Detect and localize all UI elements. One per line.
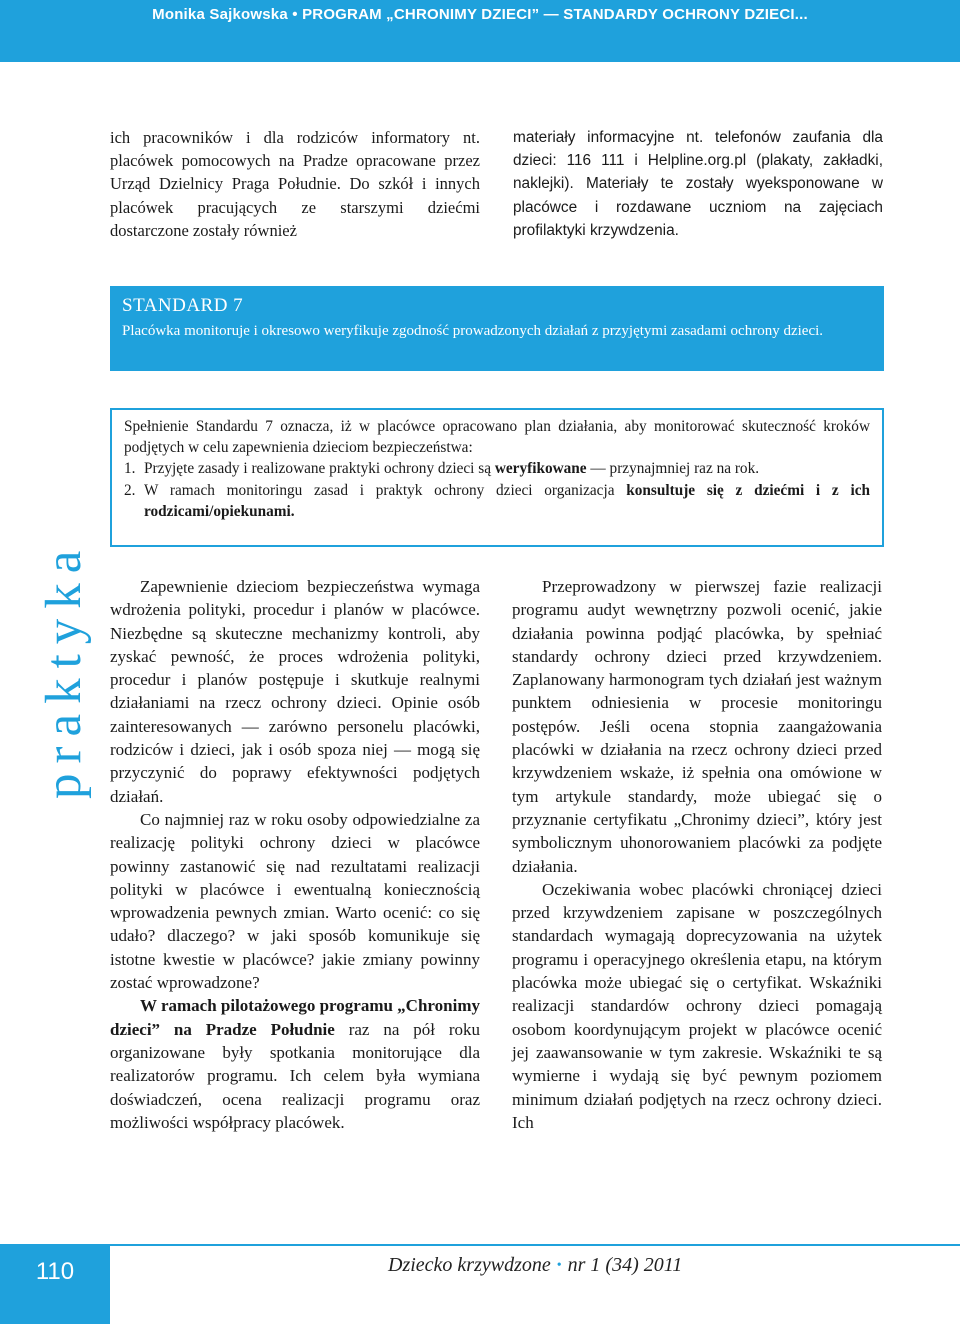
page-number-box <box>0 1244 110 1324</box>
page-number: 110 <box>35 1258 75 1285</box>
body-paragraph: Oczekiwania wobec placówki chroniącej dzieci przed krzywdzeniem zapisane w poszczególnych standardach wymagają doprecyzowania na użytek programu i operacyjnego określenia etapu, na którym placówka może ubiegać się o certyfikat. Wskaźniki realizacji standardów ochrony dzieci pomagają osobom koordynującym projekt w placówce ocenić jej zaawansowanie w tym zakresie. Wskaźniki te są wymierne i wydają się być pewnym poziomem minimum działań podjętych na rzecz ochrony dzieci. Ich <box>512 879 882 1132</box>
journal-title <box>388 1254 682 1277</box>
section-side-label: praktyka <box>36 540 92 800</box>
standard-title: STANDARD 7 <box>122 295 244 316</box>
body-paragraph: Przeprowadzony w pierwszej fazie realizacji programu audyt wewnętrzny pozwoli ocenić, jakie działania powinna podjąć placówka, by spełniać standardy ochrony dzieci przed krzywdzeniem. Zaplanowany harmonogram tych działań jest ważnym punktem odniesienia w procesie monitoringu postępów. Jeśli ocena stopnia zaangażowania placówki w działania na rzecz ochrony dzieci przed krzywdzeniem wskaże, iż spełnia ona omówione w tym artykule standardy, może ubiegać się o przyznanie certyfikatu „Chronimy dzieci”, który jest symbolicznym uhonorowaniem placówki za podjęte działania. <box>512 577 882 876</box>
footer-rule <box>110 1244 960 1246</box>
body-paragraph: Co najmniej raz w roku osoby odpowiedzialne za realizację polityki ochrony dzieci w placówce powinny zastanowić się nad rezultatami realizacji polityki w placówce i ewentualną koniecznością wprowadzenia pewnych zmian. Warto ocenić: co się udało? dlaczego? w jaki sposób komunikuje się istotne kwestie w placówce? jakie zmiany powinny zostać wprowadzone? <box>110 809 480 993</box>
top-left-text: ich pracowników i dla rodziców informatory nt. placówek pomocowych na Pradze opracowane przez Urząd Dzielnicy Praga Południe. Do szkół i innych placówek pracujących ze starszymi dziećmi dostarczone zostały również <box>110 128 480 240</box>
body-left-column <box>110 575 480 1134</box>
header-bar <box>0 0 960 62</box>
explanation-list <box>124 458 870 522</box>
journal-name: Dziecko krzywdzone <box>388 1254 551 1276</box>
running-header: Monika Sajkowska • PROGRAM „CHRONIMY DZIECI” — STANDARDY OCHRONY DZIECI... <box>152 6 808 23</box>
list-text: Przyjęte zasady i realizowane praktyki ochrony dzieci są <box>144 460 495 478</box>
list-number: 2. <box>124 481 136 499</box>
standard-text: Placówka monitoruje i okresowo weryfikuje zgodność prowadzonych działań z przyjętymi zasadami ochrony dzieci. <box>122 323 824 339</box>
body-paragraph <box>110 994 480 1134</box>
list-number: 1. <box>124 460 136 478</box>
journal-issue: nr 1 (34) 2011 <box>567 1254 683 1276</box>
top-left-column <box>110 126 480 242</box>
top-right-text: materiały informacyjne nt. telefonów zaufania dla dzieci: 116 111 i Helpline.org.pl (plakaty, zakładki, naklejki). Materiały te zostały wyeksponowane w placówce i rozdawane uczniom na zajęciach profilaktyki krzywdzenia. <box>513 129 883 239</box>
list-item <box>124 458 870 479</box>
body-paragraph: Zapewnienie dzieciom bezpieczeństwa wymaga wdrożenia polityki, procedur i planów w placówce. Niezbędne są skuteczne mechanizmy kontroli, aby zyskać pewność, że proces wdrożenia polityki, procedur i planów postępuje i skutkuje realnymi działaniami na rzecz ochrony dzieci. Opinie osób zainteresowanych — zarówno personelu placówki, rodziców i dzieci, jak i osób spoza niej — mogą się przyczynić do poprawy efektywności podjętych działań. <box>110 577 480 806</box>
body-bold-text: W ramach pilotażowego programu „Chronimy dzieci” na Pradze Południe <box>110 996 480 1039</box>
list-bold-text: weryfikowane <box>494 460 587 478</box>
bullet-icon: • <box>556 1258 562 1273</box>
standard-box <box>110 286 884 371</box>
body-text: raz na pół roku organizowane były spotkania monitorujące dla realizatorów programu. Ich celem była wymiana doświadczeń, ocena realizacji programu oraz możliwości współpracy placówek. <box>110 1019 480 1132</box>
list-item <box>124 480 870 522</box>
top-right-column <box>513 126 883 242</box>
list-text: — przynajmniej raz na rok. <box>586 460 760 478</box>
explanation-box <box>110 408 884 547</box>
body-right-column <box>512 575 882 1134</box>
list-text: W ramach monitoringu zasad i praktyk ochrony dzieci organizacja <box>144 481 627 499</box>
explanation-intro: Spełnienie Standardu 7 oznacza, iż w placówce opracowano plan działania, aby monitorować skuteczność kroków podjętych w celu zapewnienia dzieciom bezpieczeństwa: <box>124 418 870 457</box>
list-bold-text: konsultuje się z dziećmi i z ich rodzicami/opiekunami. <box>144 481 870 520</box>
